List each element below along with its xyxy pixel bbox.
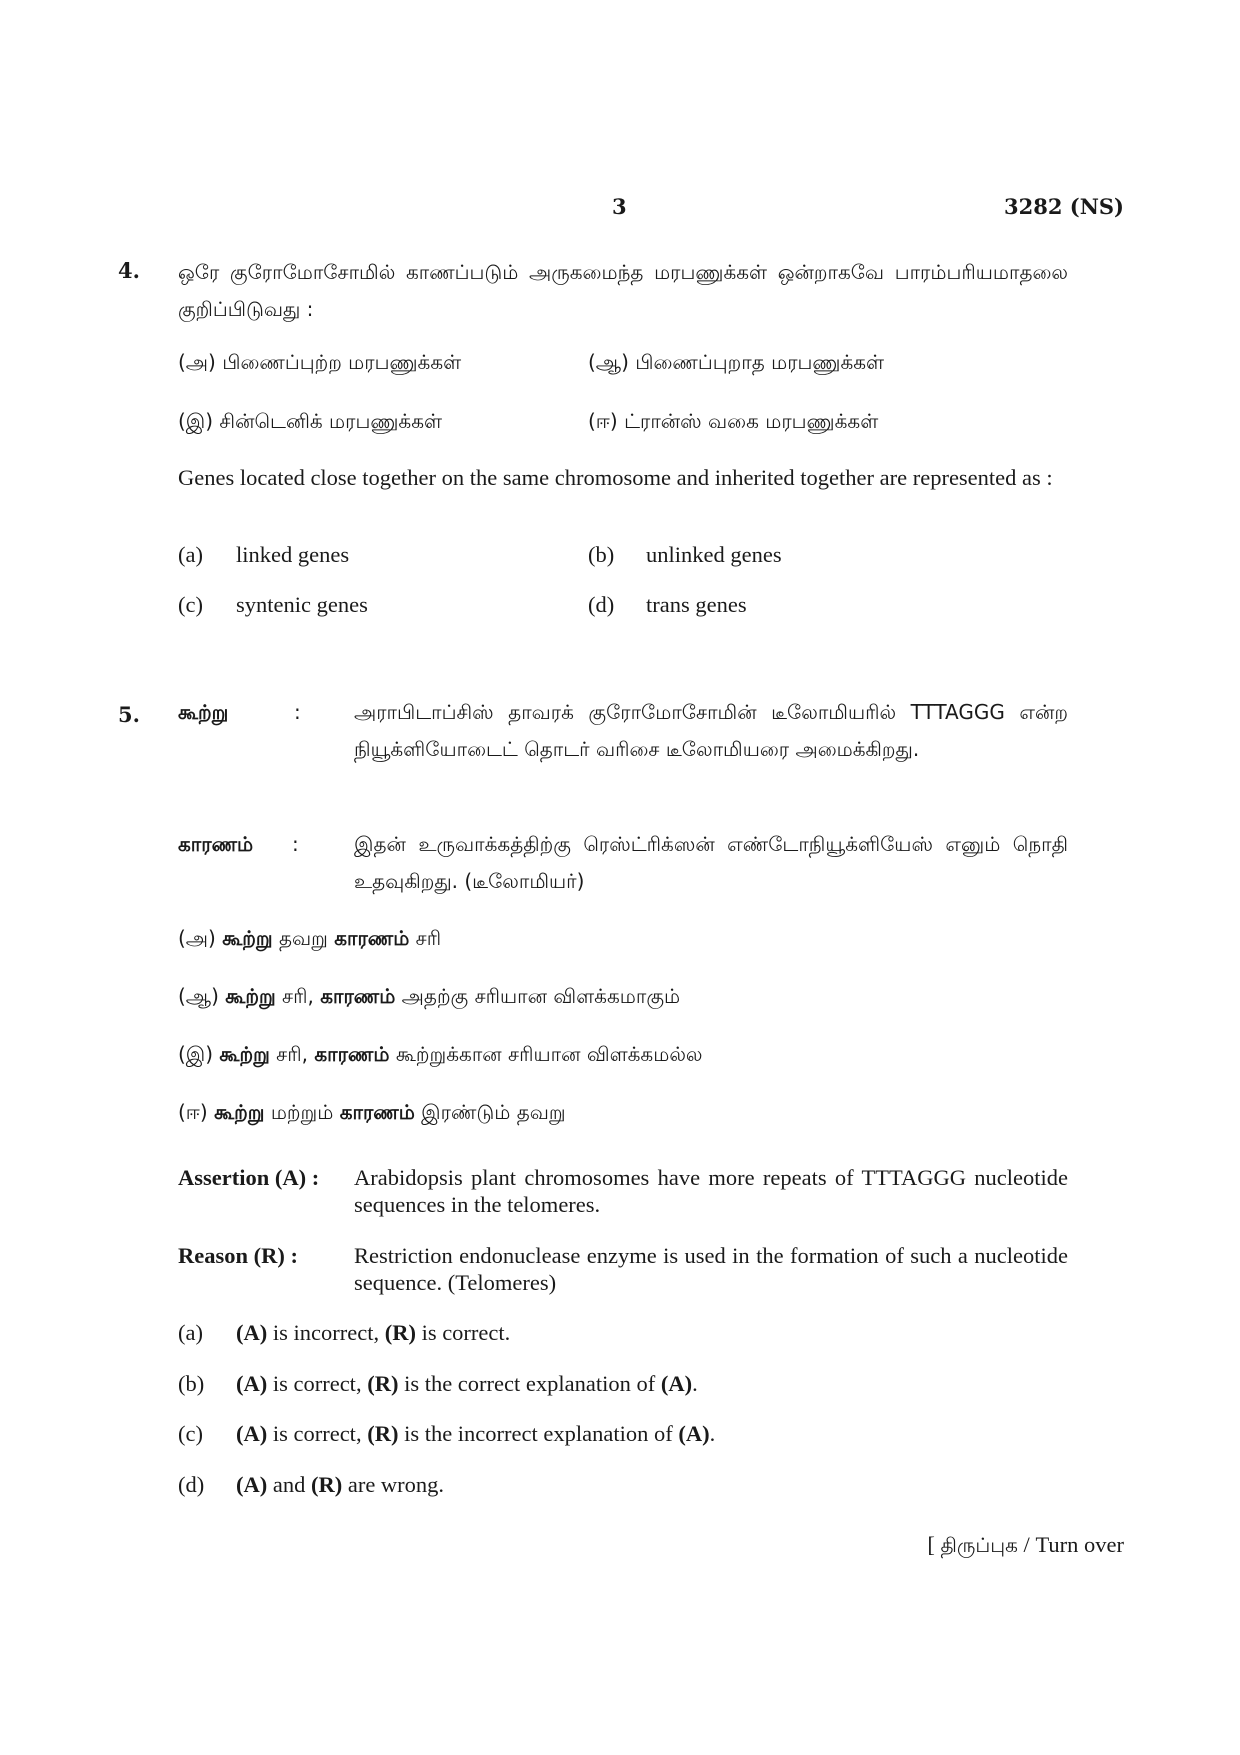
option-label: (a) — [178, 542, 203, 567]
option-label: (இ) — [178, 409, 214, 433]
option-text: அதற்கு சரியான விளக்கமாகும் — [395, 984, 681, 1008]
option-text: is the correct explanation of — [398, 1371, 661, 1396]
option-text: பிணைப்புறாத மரபணுக்கள் — [635, 350, 885, 374]
option-text: இரண்டும் தவறு — [414, 1100, 566, 1124]
option-text: கூற்றுக்கான சரியான விளக்கமல்ல — [389, 1042, 703, 1066]
assertion-ref: (A) — [236, 1472, 268, 1497]
option-label: (ஆ) — [588, 350, 629, 374]
option-label: (b) — [178, 1371, 205, 1396]
assertion-word: கூற்று — [219, 1042, 270, 1066]
colon: : — [292, 832, 299, 856]
option-label: (இ) — [178, 1042, 214, 1066]
option-text: is incorrect, — [267, 1320, 385, 1345]
reason-label: Reason (R) : — [178, 1243, 298, 1268]
option-label: (ஈ) — [178, 1100, 208, 1124]
q4-tamil-option-d — [588, 409, 878, 436]
option-text: syntenic genes — [236, 592, 368, 617]
assertion-word: கூற்று — [214, 1100, 265, 1124]
q5-english-reason — [178, 1242, 1068, 1302]
assertion-word: கூற்று — [222, 926, 273, 950]
option-text: . — [709, 1421, 716, 1446]
option-label: (c) — [178, 1421, 203, 1446]
option-text: and — [267, 1472, 311, 1497]
reason-ref: (R) — [310, 1472, 343, 1497]
assertion-text: Arabidopsis plant chromosomes have more repeats of TTTAGGG nucleotide sequences in the telomeres. — [354, 1165, 1068, 1217]
option-label: (a) — [178, 1320, 203, 1345]
question-5-number: 5. — [118, 702, 140, 727]
colon: : — [294, 700, 301, 724]
option-label: (b) — [588, 542, 615, 567]
reason-ref: (R) — [367, 1421, 399, 1446]
option-text: are wrong. — [342, 1472, 445, 1497]
reason-word: காரணம் — [339, 1100, 415, 1124]
assertion-ref: (A) — [236, 1320, 268, 1345]
q4-tamil-option-a — [178, 350, 461, 377]
option-text: unlinked genes — [646, 542, 782, 567]
option-text: linked genes — [236, 542, 350, 567]
q5-english-option-d — [178, 1472, 444, 1498]
page-number: 3 — [612, 194, 627, 219]
assertion-text: அராபிடாப்சிஸ் தாவரக் குரோமோசோமின் டீலோமியரில் TTTAGGG என்ற நியூக்ளியோடைட் தொடர் வரிசை டீலோமியரை அமைக்கிறது. — [354, 700, 1068, 761]
assertion-ref: (A) — [660, 1371, 693, 1396]
assertion-label: Assertion (A) : — [178, 1165, 320, 1190]
option-text: சரி — [409, 926, 442, 950]
q5-tamil-option-c — [178, 1042, 703, 1069]
q4-tamil-option-b — [588, 350, 884, 377]
turn-over-footer — [927, 1532, 1124, 1560]
assertion-ref: (A) — [236, 1421, 268, 1446]
reason-word: காரணம் — [334, 926, 410, 950]
option-label: (அ) — [178, 350, 216, 374]
option-label: (c) — [178, 592, 203, 617]
q5-tamil-reason — [178, 826, 1068, 906]
q5-english-option-b — [178, 1371, 698, 1397]
q5-tamil-option-d — [178, 1100, 566, 1127]
reason-label: காரணம் — [178, 832, 254, 856]
q4-tamil-option-c — [178, 409, 442, 436]
option-text: சரி, — [275, 984, 321, 1008]
option-label: (d) — [178, 1472, 205, 1497]
q4-english-option-a — [178, 542, 349, 568]
q5-tamil-assertion — [178, 694, 1068, 810]
option-text: பிணைப்புற்ற மரபணுக்கள் — [222, 350, 462, 374]
assertion-ref: (A) — [236, 1371, 268, 1396]
assertion-word: கூற்று — [225, 984, 276, 1008]
q4-english-option-d — [588, 592, 747, 618]
q4-tamil-stem: ஒரே குரோமோசோமில் காணப்படும் அருகமைந்த மரபணுக்கள் ஒன்றாகவே பாரம்பரியமாதலை குறிப்பிடுவது : — [178, 260, 1068, 321]
option-text: is the incorrect explanation of — [398, 1421, 679, 1446]
paper-code: 3282 (NS) — [1004, 194, 1124, 219]
reason-word: காரணம் — [320, 984, 396, 1008]
option-label: (ஈ) — [588, 409, 618, 433]
footer-tamil: திருப்புக — [940, 1533, 1018, 1557]
footer-separator: / — [1017, 1532, 1036, 1557]
option-label: (d) — [588, 592, 615, 617]
reason-ref: (R) — [384, 1320, 416, 1345]
option-label: (ஆ) — [178, 984, 219, 1008]
q4-english-stem: Genes located close together on the same chromosome and inherited together are represented as : — [178, 465, 1053, 490]
option-label: (அ) — [178, 926, 216, 950]
option-text: ட்ரான்ஸ் வகை மரபணுக்கள் — [624, 409, 879, 433]
option-text: சின்டெனிக் மரபணுக்கள் — [219, 409, 443, 433]
reason-text: Restriction endonuclease enzyme is used in the formation of such a nucleotide sequence. (Telomeres) — [354, 1243, 1068, 1295]
q4-english-option-b — [588, 542, 782, 568]
reason-text: இதன் உருவாக்கத்திற்கு ரெஸ்ட்ரிக்ஸன் எண்டோநியூக்ளியேஸ் எனும் நொதி உதவுகிறது. (டீலோமியர்) — [354, 832, 1068, 893]
option-text: trans genes — [646, 592, 747, 617]
q4-english-option-c — [178, 592, 368, 618]
option-text: . — [692, 1371, 698, 1396]
assertion-ref: (A) — [678, 1421, 710, 1446]
assertion-label: கூற்று — [178, 700, 229, 724]
option-text: சரி, — [269, 1042, 315, 1066]
option-text: is correct, — [267, 1421, 368, 1446]
q5-tamil-option-b — [178, 984, 680, 1011]
reason-ref: (R) — [367, 1371, 399, 1396]
option-text: is correct, — [267, 1371, 368, 1396]
q5-english-option-c — [178, 1421, 715, 1447]
option-text: மற்றும் — [264, 1100, 340, 1124]
option-text: தவறு — [272, 926, 335, 950]
q5-english-assertion — [178, 1164, 1068, 1224]
question-4-number: 4. — [118, 258, 140, 283]
q5-tamil-option-a — [178, 926, 441, 953]
footer-bracket: [ — [927, 1532, 941, 1557]
q5-english-option-a — [178, 1320, 510, 1346]
option-text: is correct. — [415, 1320, 511, 1345]
footer-english: Turn over — [1035, 1532, 1124, 1557]
reason-word: காரணம் — [314, 1042, 390, 1066]
